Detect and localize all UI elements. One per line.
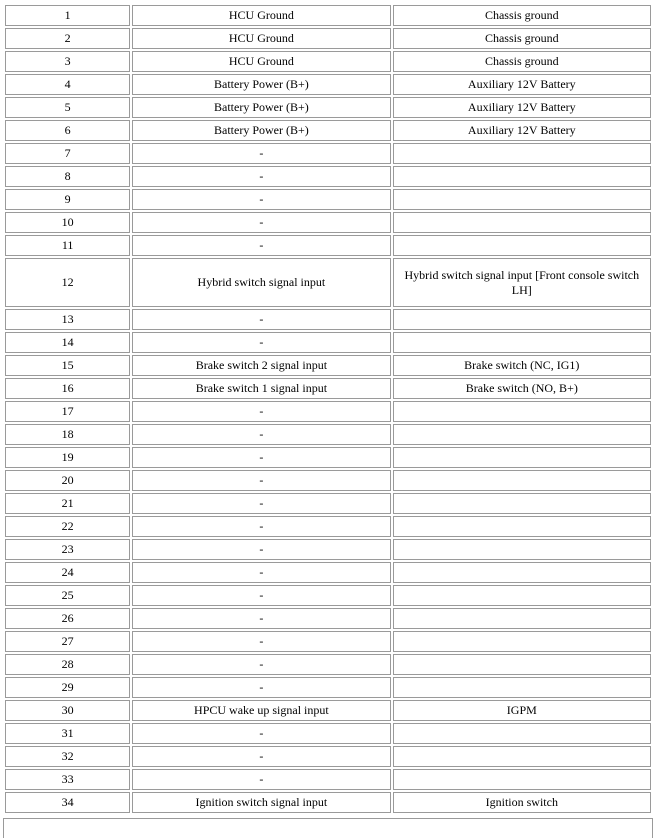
connected-to-cell: Auxiliary 12V Battery bbox=[393, 97, 651, 118]
connected-to-cell bbox=[393, 769, 651, 790]
table-row bbox=[5, 516, 651, 537]
pin-number-cell: 33 bbox=[5, 769, 130, 790]
connected-to-cell: Chassis ground bbox=[393, 51, 651, 72]
description-cell: HCU Ground bbox=[132, 5, 390, 26]
description-cell: - bbox=[132, 401, 390, 422]
connected-to-cell: Chassis ground bbox=[393, 5, 651, 26]
table-row bbox=[5, 74, 651, 95]
description-cell: - bbox=[132, 677, 390, 698]
connected-to-cell: Auxiliary 12V Battery bbox=[393, 74, 651, 95]
connected-to-cell bbox=[393, 539, 651, 560]
connected-to-cell bbox=[393, 608, 651, 629]
description-cell: Brake switch 1 signal input bbox=[132, 378, 390, 399]
description-cell: - bbox=[132, 424, 390, 445]
connected-to-cell bbox=[393, 143, 651, 164]
pin-number-cell: 31 bbox=[5, 723, 130, 744]
connected-to-cell bbox=[393, 212, 651, 233]
description-cell: - bbox=[132, 235, 390, 256]
description-cell: - bbox=[132, 516, 390, 537]
pin-number-cell: 25 bbox=[5, 585, 130, 606]
description-cell: Battery Power (B+) bbox=[132, 74, 390, 95]
connected-to-cell bbox=[393, 493, 651, 514]
pin-number-cell: 2 bbox=[5, 28, 130, 49]
description-cell: HCU Ground bbox=[132, 28, 390, 49]
table-row bbox=[5, 258, 651, 307]
table-row bbox=[5, 51, 651, 72]
table-row bbox=[5, 631, 651, 652]
description-cell: - bbox=[132, 654, 390, 675]
table-row bbox=[5, 28, 651, 49]
connected-to-cell bbox=[393, 309, 651, 330]
description-cell: - bbox=[132, 189, 390, 210]
table-row bbox=[5, 309, 651, 330]
pin-number-cell: 21 bbox=[5, 493, 130, 514]
table-row bbox=[5, 769, 651, 790]
pin-number-cell: 28 bbox=[5, 654, 130, 675]
pin-number-cell: 12 bbox=[5, 258, 130, 307]
description-cell: - bbox=[132, 608, 390, 629]
table-row bbox=[5, 235, 651, 256]
description-cell: - bbox=[132, 723, 390, 744]
table-row bbox=[5, 189, 651, 210]
pin-number-cell: 30 bbox=[5, 700, 130, 721]
connected-to-cell bbox=[393, 332, 651, 353]
table-row bbox=[5, 97, 651, 118]
table-row bbox=[5, 470, 651, 491]
table-row bbox=[5, 424, 651, 445]
table-row bbox=[5, 792, 651, 813]
connected-to-cell: IGPM bbox=[393, 700, 651, 721]
pin-number-cell: 8 bbox=[5, 166, 130, 187]
description-cell: Hybrid switch signal input bbox=[132, 258, 390, 307]
table-row bbox=[5, 401, 651, 422]
table-row bbox=[5, 746, 651, 767]
pin-table-body bbox=[5, 5, 651, 813]
table-row bbox=[5, 585, 651, 606]
description-cell: Brake switch 2 signal input bbox=[132, 355, 390, 376]
pin-number-cell: 19 bbox=[5, 447, 130, 468]
connected-to-cell bbox=[393, 447, 651, 468]
pin-number-cell: 13 bbox=[5, 309, 130, 330]
description-cell: - bbox=[132, 166, 390, 187]
description-cell: - bbox=[132, 447, 390, 468]
description-cell: HCU Ground bbox=[132, 51, 390, 72]
table-row bbox=[5, 493, 651, 514]
table-row bbox=[5, 166, 651, 187]
table-row bbox=[5, 562, 651, 583]
description-cell: - bbox=[132, 470, 390, 491]
connected-to-cell bbox=[393, 746, 651, 767]
table-row bbox=[5, 608, 651, 629]
pin-number-cell: 34 bbox=[5, 792, 130, 813]
pin-number-cell: 16 bbox=[5, 378, 130, 399]
table-row bbox=[5, 700, 651, 721]
connected-to-cell bbox=[393, 723, 651, 744]
pin-number-cell: 15 bbox=[5, 355, 130, 376]
pin-number-cell: 10 bbox=[5, 212, 130, 233]
description-cell: - bbox=[132, 212, 390, 233]
pin-number-cell: 32 bbox=[5, 746, 130, 767]
connector-pin-table bbox=[3, 3, 653, 815]
connected-to-cell bbox=[393, 401, 651, 422]
table-row bbox=[5, 5, 651, 26]
table-row bbox=[5, 378, 651, 399]
table-row bbox=[5, 447, 651, 468]
connected-to-cell bbox=[393, 189, 651, 210]
connected-to-cell bbox=[393, 166, 651, 187]
pin-number-cell: 20 bbox=[5, 470, 130, 491]
pin-number-cell: 29 bbox=[5, 677, 130, 698]
description-cell: - bbox=[132, 539, 390, 560]
description-cell: - bbox=[132, 585, 390, 606]
pin-number-cell: 1 bbox=[5, 5, 130, 26]
table-row bbox=[5, 723, 651, 744]
connected-to-cell: Ignition switch bbox=[393, 792, 651, 813]
connected-to-cell: Brake switch (NC, IG1) bbox=[393, 355, 651, 376]
description-cell: - bbox=[132, 746, 390, 767]
table-row bbox=[5, 677, 651, 698]
description-cell: - bbox=[132, 493, 390, 514]
pin-number-cell: 14 bbox=[5, 332, 130, 353]
connected-to-cell bbox=[393, 654, 651, 675]
pin-number-cell: 27 bbox=[5, 631, 130, 652]
connected-to-cell bbox=[393, 424, 651, 445]
table-row bbox=[5, 539, 651, 560]
connected-to-cell: Brake switch (NO, B+) bbox=[393, 378, 651, 399]
pin-number-cell: 9 bbox=[5, 189, 130, 210]
connected-to-cell bbox=[393, 470, 651, 491]
description-cell: - bbox=[132, 332, 390, 353]
connected-to-cell bbox=[393, 631, 651, 652]
description-cell: Battery Power (B+) bbox=[132, 120, 390, 141]
pin-number-cell: 18 bbox=[5, 424, 130, 445]
pin-number-cell: 3 bbox=[5, 51, 130, 72]
connected-to-cell bbox=[393, 585, 651, 606]
pin-number-cell: 23 bbox=[5, 539, 130, 560]
table-row bbox=[5, 120, 651, 141]
connected-to-cell: Auxiliary 12V Battery bbox=[393, 120, 651, 141]
table-row bbox=[5, 212, 651, 233]
description-cell: Ignition switch signal input bbox=[132, 792, 390, 813]
table-row bbox=[5, 355, 651, 376]
table-row bbox=[5, 143, 651, 164]
connected-to-cell bbox=[393, 235, 651, 256]
connected-to-cell bbox=[393, 677, 651, 698]
pin-number-cell: 6 bbox=[5, 120, 130, 141]
connected-to-cell bbox=[393, 516, 651, 537]
pin-number-cell: 17 bbox=[5, 401, 130, 422]
pin-number-cell: 11 bbox=[5, 235, 130, 256]
description-cell: - bbox=[132, 309, 390, 330]
table-continuation-edge bbox=[3, 818, 653, 838]
pin-number-cell: 7 bbox=[5, 143, 130, 164]
description-cell: Battery Power (B+) bbox=[132, 97, 390, 118]
description-cell: - bbox=[132, 631, 390, 652]
pin-number-cell: 24 bbox=[5, 562, 130, 583]
description-cell: - bbox=[132, 562, 390, 583]
description-cell: - bbox=[132, 769, 390, 790]
pin-number-cell: 22 bbox=[5, 516, 130, 537]
description-cell: - bbox=[132, 143, 390, 164]
pin-number-cell: 4 bbox=[5, 74, 130, 95]
description-cell: HPCU wake up signal input bbox=[132, 700, 390, 721]
pin-number-cell: 5 bbox=[5, 97, 130, 118]
pin-table-container bbox=[3, 3, 653, 815]
connected-to-cell bbox=[393, 562, 651, 583]
table-row bbox=[5, 332, 651, 353]
connected-to-cell: Chassis ground bbox=[393, 28, 651, 49]
table-row bbox=[5, 654, 651, 675]
pin-number-cell: 26 bbox=[5, 608, 130, 629]
connected-to-cell: Hybrid switch signal input [Front console switch LH] bbox=[393, 258, 651, 307]
